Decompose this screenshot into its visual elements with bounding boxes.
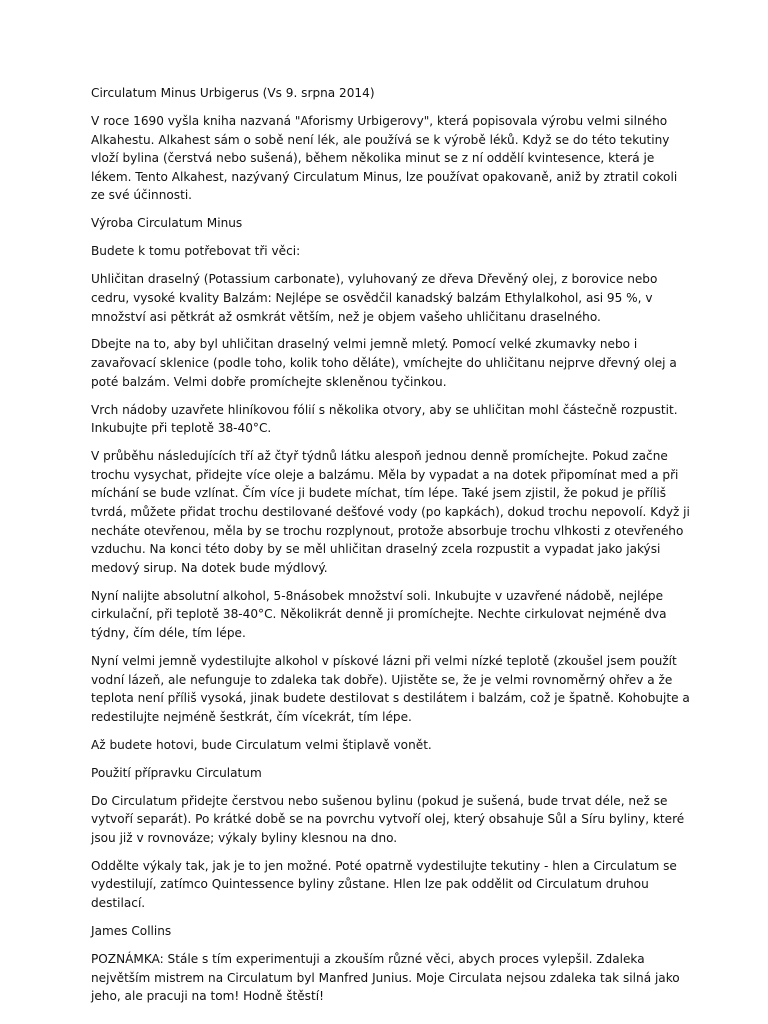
section-heading-usage: Použití přípravku Circulatum bbox=[91, 765, 262, 780]
paragraph-note: POZNÁMKA: Stále s tím experimentuji a zkouším různé věci, abych proces vylepšil. Zdaleka největším mistrem na Circulatum byl Manfred Junius. Moje Circulata nejsou zdaleka tak silná jako jeho, ale pracuji na tom! Hodně štěstí! bbox=[91, 952, 680, 1004]
paragraph-mixing: Dbejte na to, aby byl uhličitan draselný velmi jemně mletý. Pomocí velké zkumavky nebo i zavařovací sklenice (podle toho, kolik toho děláte), vmíchejte do uhličitanu nejprve dřevný olej a poté balzám. Velmi dobře promíchejte skleněnou tyčinkou. bbox=[91, 337, 677, 389]
document-page bbox=[91, 84, 691, 1015]
paragraph-ingredients: Uhličitan draselný (Potassium carbonate), vyluhovaný ze dřeva Dřevěný olej, z borovice nebo cedru, vysoké kvality Balzám: Nejlépe se osvědčil kanadský balzám Ethylalkohol, asi 95 %, v množství asi pětkrát až osmkrát větším, než je objem vašeho uhličitanu draselného. bbox=[91, 272, 658, 324]
paragraph-intro: V roce 1690 vyšla kniha nazvaná "Aforismy Urbigerovy", která popisovala výrobu velmi silného Alkahestu. Alkahest sám o sobě není lék, ale používá se k výrobě léků. Když se do této tekutiny vloží bylina (čerstvá nebo sušená), během několika minut se z ní oddělí kvintesence, která je lékem. Tento Alkahest, nazývaný Circulatum Minus, lze používat opakovaně, aniž by ztratil cokoli ze své účinnosti. bbox=[91, 113, 678, 203]
author-name: James Collins bbox=[91, 924, 172, 939]
paragraph-distillation: Nyní velmi jemně vydestilujte alkohol v pískové lázni při velmi nízké teplotě (zkoušel jsem použít vodní lázeň, ale nefunguje to zdaleka tak dobře). Ujistěte se, že je velmi rovnoměrný ohřev a že teplota není příliš vysoká, jinak budete destilovat s destilátem i balzám, což je špatně. Kohobujte a redestilujte nejméně šestkrát, čím vícekrát, tím lépe. bbox=[91, 653, 690, 724]
document-title: Circulatum Minus Urbigerus (Vs 9. srpna 2014) bbox=[91, 86, 375, 100]
paragraph-usage: Do Circulatum přidejte čerstvou nebo sušenou bylinu (pokud je sušená, bude trvat déle, než se vytvoří separát). Po krátké době se na povrchu vytvoří olej, který obsahuje Sůl a Síru byliny, které jsou již v rovnováze; výkaly byliny klesnou na dno. bbox=[91, 793, 685, 845]
paragraph-incubation: Vrch nádoby uzavřete hliníkovou fólií s několika otvory, aby se uhličitan mohl částečně rozpustit. Inkubujte při teplotě 38-40°C. bbox=[91, 402, 678, 436]
paragraph-alcohol: Nyní nalijte absolutní alkohol, 5-8násobek množství soli. Inkubujte v uzavřené nádobě, nejlépe cirkulační, při teplotě 38-40°C. Několikrát denně ji promíchejte. Nechte cirkulovat nejméně dva týdny, čím déle, tím lépe. bbox=[91, 588, 667, 640]
paragraph-stirring: V průběhu následujících tří až čtyř týdnů látku alespoň jednou denně promíchejte. Pokud začne trochu vysychat, přidejte více oleje a balzámu. Měla by vypadat a na dotek připomínat med a při míchání se bude vzlínat. Čím více ji budete míchat, tím lépe. Také jsem zjistil, že pokud je příliš tvrdá, můžete přidat trochu destilované dešťové vody (po kapkách), dokud trochu nepovolí. Když ji necháte otevřenou, měla by se trochu rozplynout, protože absorbuje trochu vlhkosti z otevřeného vzduchu. Na konci této doby by se měl uhličitan draselný zcela rozpustit a vypadat jako jakýsi medový sirup. Na dotek bude mýdlový. bbox=[91, 449, 690, 575]
section-heading-production: Výroba Circulatum Minus bbox=[91, 216, 243, 231]
paragraph-requirements: Budete k tomu potřebovat tři věci: bbox=[91, 244, 301, 259]
paragraph-separation: Oddělte výkaly tak, jak je to jen možné. Poté opatrně vydestilujte tekutiny - hlen a Circulatum se vydestilují, zatímco Quintessence byliny zůstane. Hlen lze pak oddělit od Circulatum druhou destilací. bbox=[91, 858, 677, 911]
paragraph-finished: Až budete hotovi, bude Circulatum velmi štiplavě vonět. bbox=[91, 737, 432, 752]
